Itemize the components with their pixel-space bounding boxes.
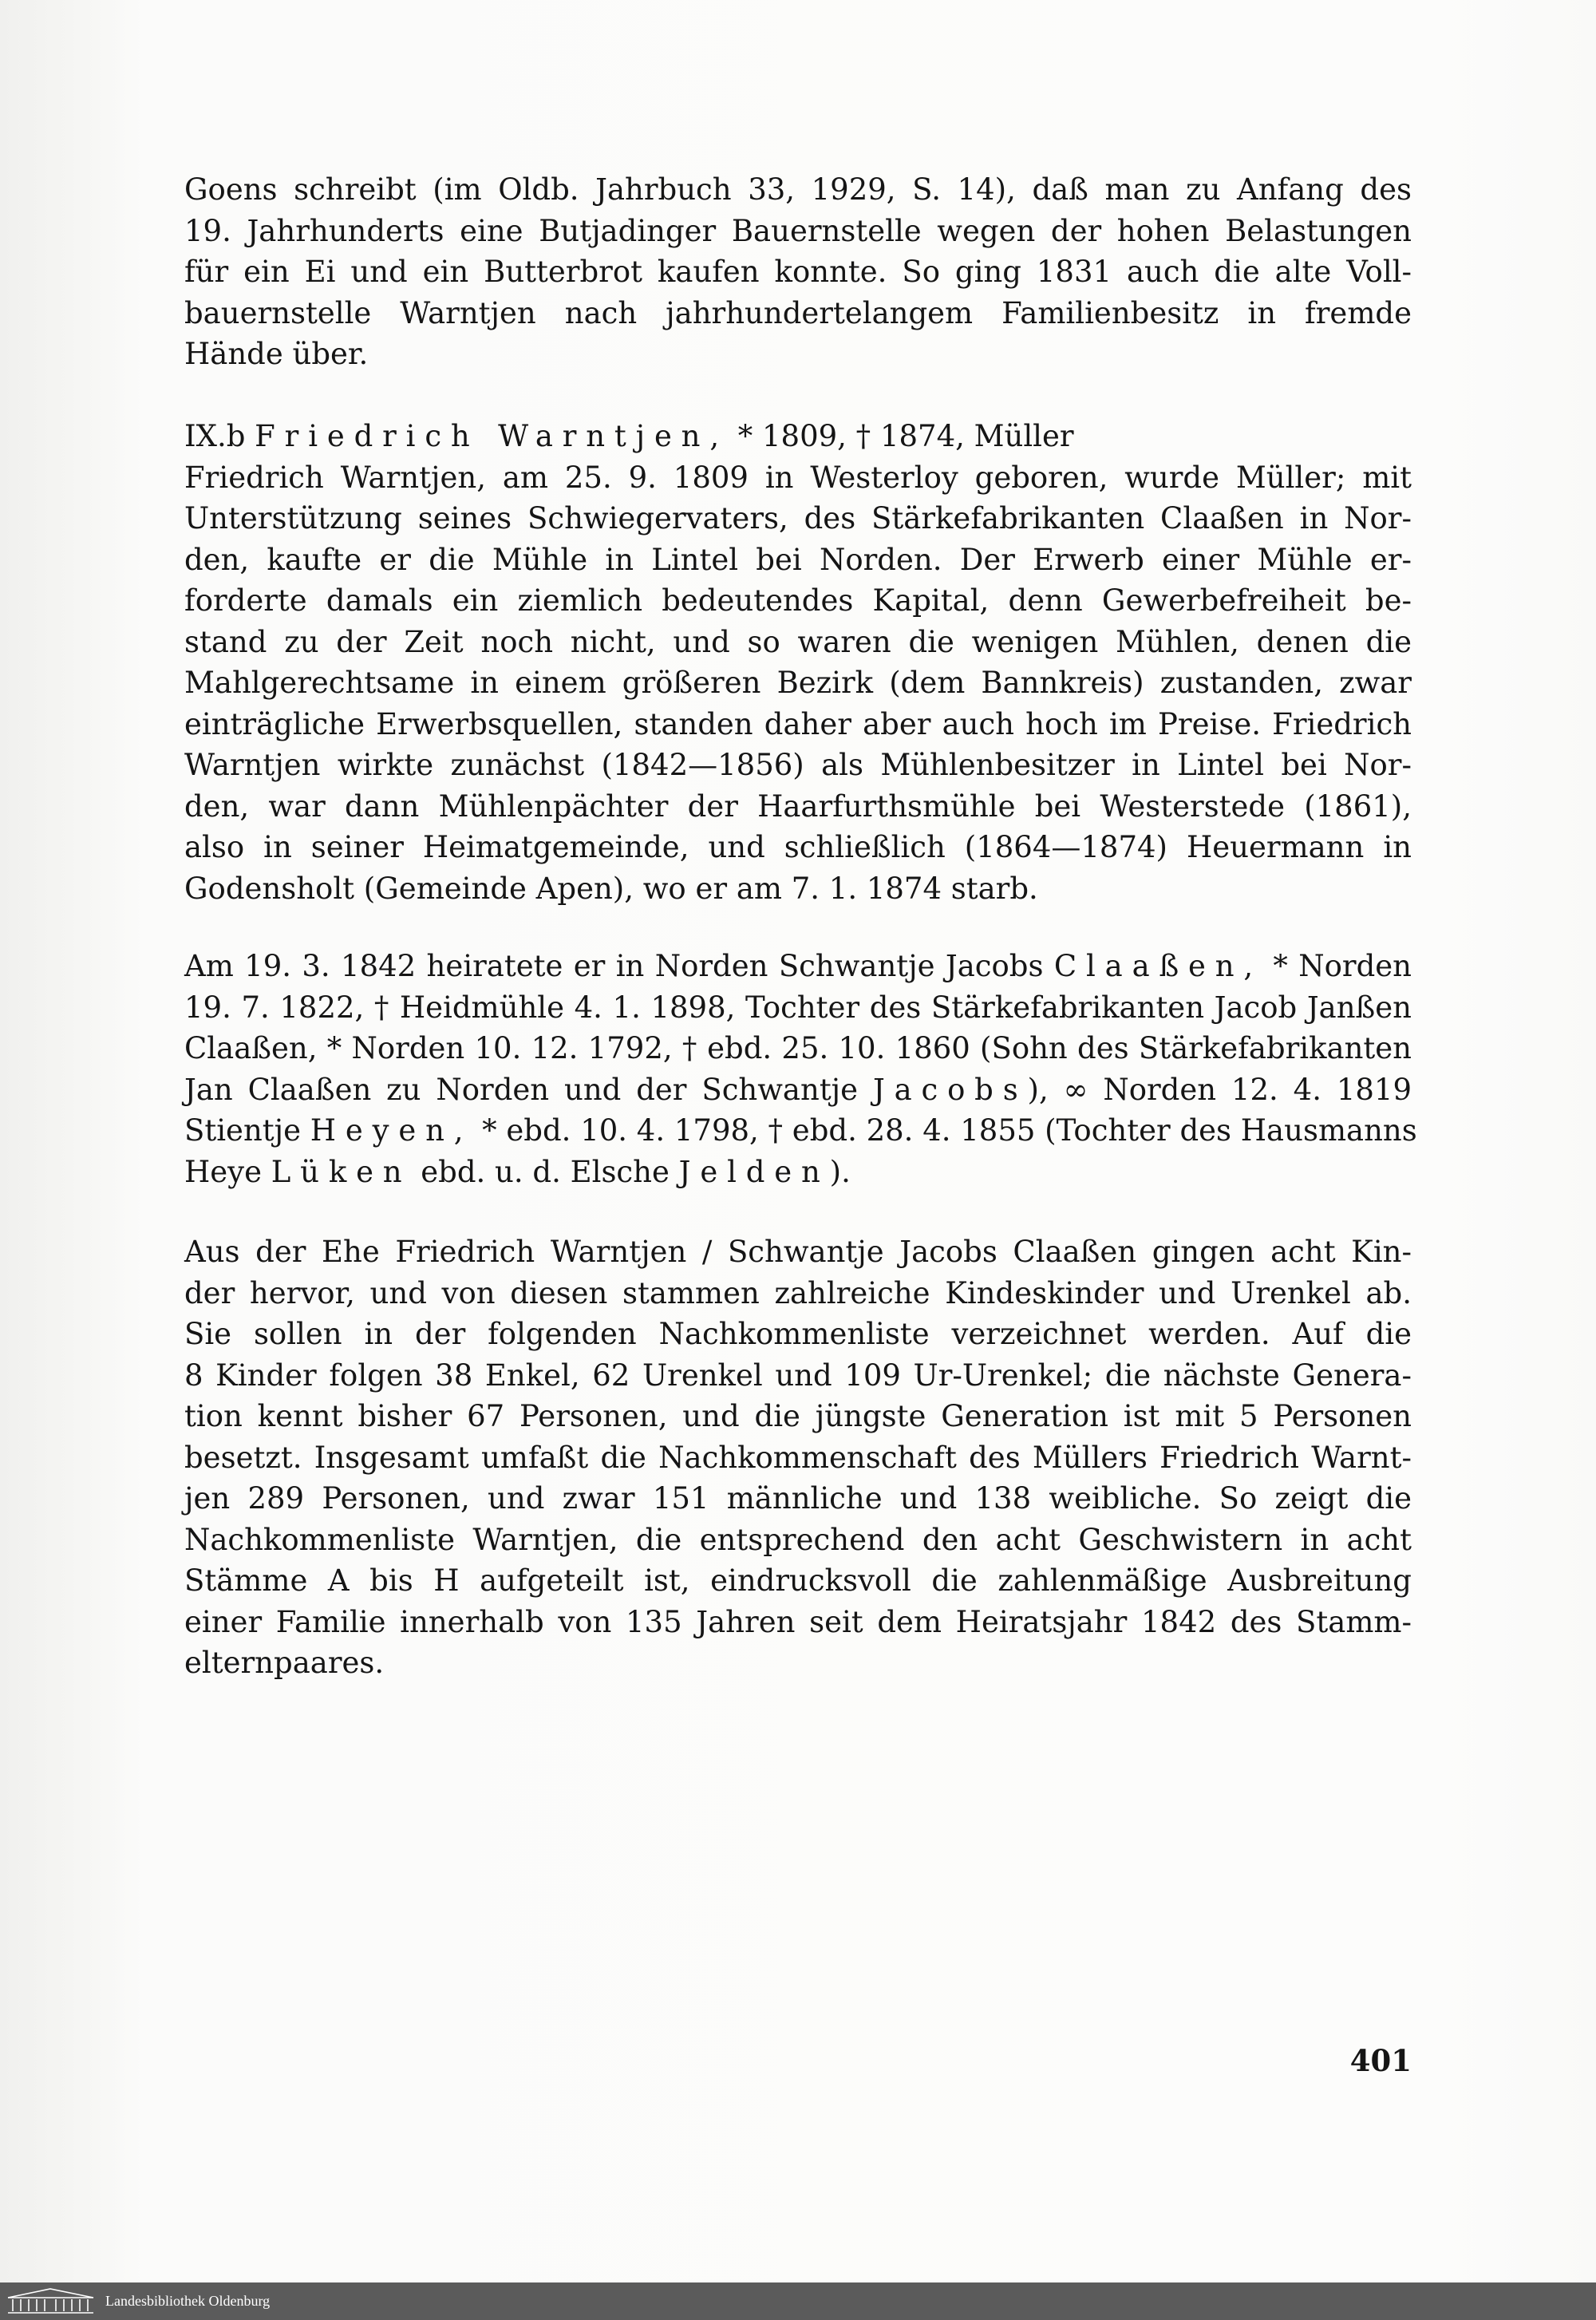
spaced-name: Heyen, <box>310 1113 473 1148</box>
text-run: ). <box>829 1154 851 1189</box>
page-number: 401 <box>1349 2043 1412 2078</box>
text-line: den, kaufte er die Mühle in Lintel bei Norden. Der Erwerb einer Mühle er- <box>184 542 1412 577</box>
text-run: ), ∞ Norden 12. 4. 1819 <box>1027 1072 1412 1107</box>
text-line: bauernstelle Warntjen nach jahrhundertelangem Familienbesitz in fremde <box>184 295 1412 330</box>
text-line: Nachkommenliste Warntjen, die entsprechend den acht Geschwistern in acht <box>184 1522 1412 1557</box>
footer-label: Landesbibliothek Oldenburg <box>105 2293 271 2309</box>
text-line: Stämme A bis H aufgeteilt ist, eindrucksvoll die zahlenmäßige Ausbreitung <box>184 1563 1412 1598</box>
text-line: Claaßen, * Norden 10. 12. 1792, † ebd. 25. 10. 1860 (Sohn des Stärkefabrikanten <box>184 1031 1412 1065</box>
text-run: Heye <box>184 1154 262 1189</box>
text-line: Mahlgerechtsame in einem größeren Bezirk (dem Bannkreis) zustanden, zwar <box>184 666 1412 700</box>
paragraph-1 <box>184 169 1412 375</box>
text-line: Sie sollen in der folgenden Nachkommenliste verzeichnet werden. Auf die <box>184 1317 1412 1351</box>
spaced-name: Lüken <box>271 1154 412 1189</box>
text-line: Hände über. <box>184 337 369 371</box>
text-line <box>184 1152 1412 1193</box>
spaced-name: Jacobs <box>872 1072 1028 1107</box>
text-line: Aus der Ehe Friedrich Warntjen / Schwantje Jacobs Claaßen gingen acht Kin- <box>184 1235 1412 1269</box>
paragraph-4 <box>184 1231 1412 1684</box>
text-run: * Norden <box>1273 949 1412 983</box>
section-heading <box>184 416 1412 457</box>
paragraph-3 <box>184 946 1417 1192</box>
text-line: also in seiner Heimatgemeinde, und schließlich (1864—1874) Heuermann in <box>184 830 1412 864</box>
section-dates: * 1809, † 1874, Müller <box>737 419 1074 453</box>
text-line: für ein Ei und ein Butterbrot kaufen konnte. So ging 1831 auch die alte Voll- <box>184 255 1412 289</box>
text-line: Unterstützung seines Schwiegervaters, des Stärkefabrikanten Claaßen in Nor- <box>184 501 1412 536</box>
spaced-name: Jelden <box>678 1154 830 1189</box>
text-line: 19. Jahrhunderts eine Butjadinger Bauernstelle wegen der hohen Belastungen <box>184 213 1412 248</box>
text-line: Warntjen wirkte zunächst (1842—1856) als Mühlenbesitzer in Lintel bei Nor- <box>184 748 1412 782</box>
text-line: einer Familie innerhalb von 135 Jahren seit dem Heiratsjahr 1842 des Stamm- <box>184 1604 1412 1639</box>
text-line: stand zu der Zeit noch nicht, und so waren die wenigen Mühlen, denen die <box>184 624 1412 659</box>
text-line: 19. 7. 1822, † Heidmühle 4. 1. 1898, Tochter des Stärkefabrikanten Jacob Janßen <box>184 990 1412 1025</box>
text-run: Jan Claaßen zu Norden und der Schwantje <box>184 1072 859 1107</box>
text-line: elternpaares. <box>184 1646 385 1680</box>
section-number: IX.b <box>184 419 246 453</box>
library-building-icon <box>5 2286 97 2316</box>
spaced-name: Claaßen, <box>1053 949 1263 983</box>
section-name: Friedrich Warntjen, <box>255 419 729 453</box>
text-line: tion kennt bisher 67 Personen, und die jüngste Generation ist mit 5 Personen <box>184 1399 1412 1433</box>
text-line: Goens schreibt (im Oldb. Jahrbuch 33, 1929, S. 14), daß man zu Anfang des <box>184 172 1412 207</box>
text-line: forderte damals ein ziemlich bedeutendes Kapital, denn Gewerbefreiheit be- <box>184 583 1412 618</box>
text-line: Friedrich Warntjen, am 25. 9. 1809 in Westerloy geboren, wurde Müller; mit <box>184 460 1412 495</box>
text-line: Godensholt (Gemeinde Apen), wo er am 7. 1. 1874 starb. <box>184 871 1038 906</box>
text-line: den, war dann Mühlenpächter der Haarfurthsmühle bei Westerstede (1861), <box>184 788 1412 824</box>
text-line: 8 Kinder folgen 38 Enkel, 62 Urenkel und 109 Ur-Urenkel; die nächste Genera- <box>184 1358 1412 1393</box>
text-run: ebd. u. d. Elsche <box>421 1154 670 1189</box>
paragraph-2 <box>184 416 1412 909</box>
text-line: besetzt. Insgesamt umfaßt die Nachkommenschaft des Müllers Friedrich Warnt- <box>184 1440 1412 1475</box>
text-run: * ebd. 10. 4. 1798, † ebd. 28. 4. 1855 (Tochter des Hausmanns <box>482 1113 1417 1148</box>
text-line: der hervor, und von diesen stammen zahlreiche Kindeskinder und Urenkel ab. <box>184 1275 1412 1310</box>
text-run: Am 19. 3. 1842 heiratete er in Norden Schwantje Jacobs <box>184 949 1044 983</box>
text-line <box>184 1110 1417 1152</box>
text-line <box>184 1069 1412 1111</box>
text-run: Stientje <box>184 1113 302 1148</box>
text-line <box>184 946 1412 987</box>
text-line: einträgliche Erwerbsquellen, standen daher aber auch hoch im Preise. Friedrich <box>184 706 1412 741</box>
footer-bar <box>0 2282 1596 2320</box>
text-line: jen 289 Personen, und zwar 151 männliche und 138 weibliche. So zeigt die <box>184 1481 1412 1516</box>
